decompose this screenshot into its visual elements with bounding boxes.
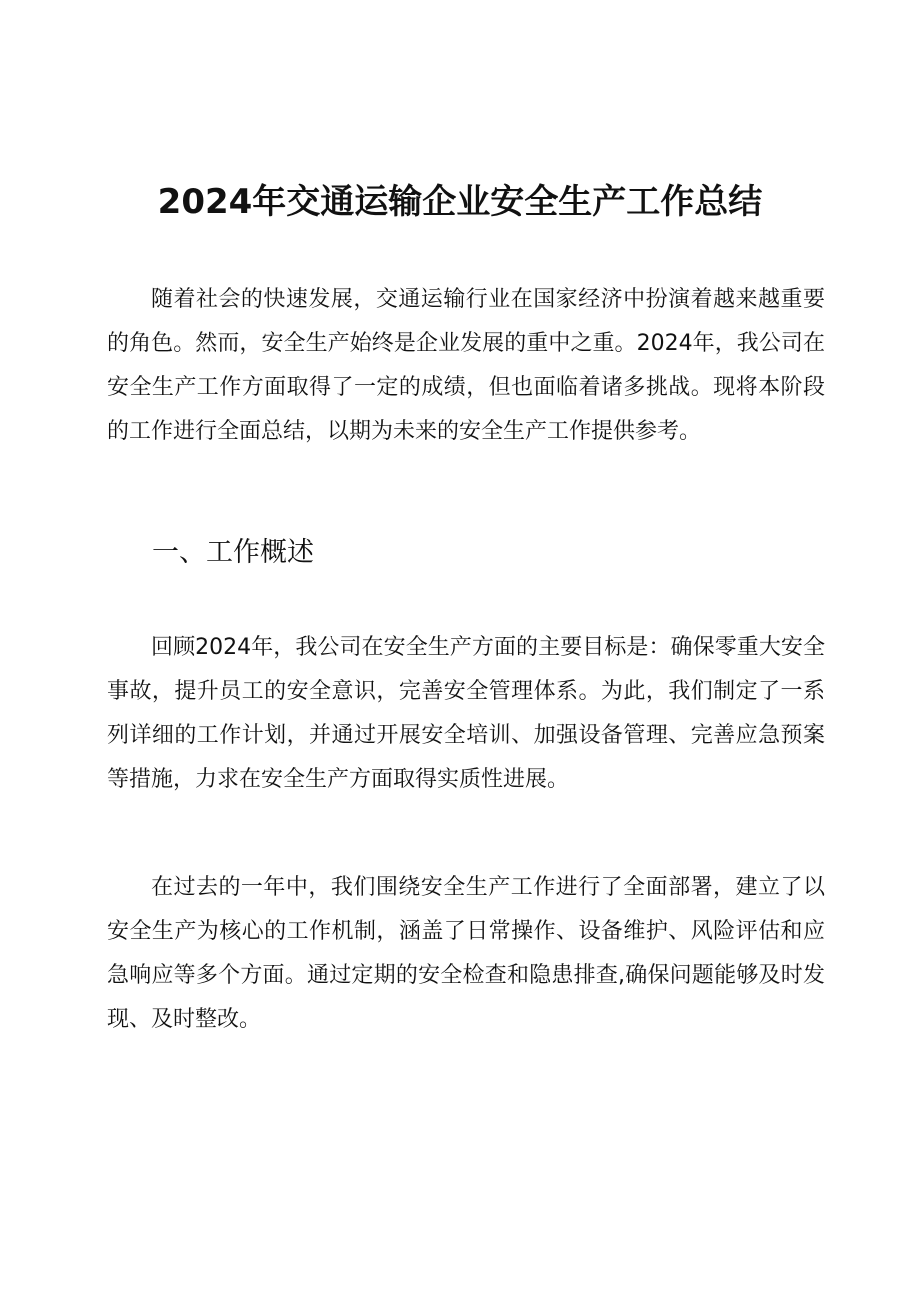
overview-paragraph-2: 在过去的一年中，我们围绕安全生产工作进行了全面部署，建立了以安全生产为核心的工作机制，涵盖了日常操作、设备维护、风险评估和应急响应等多个方面。通过定期的安全检查和隐患排查,确保问题能够及时发现、及时整改。 <box>107 875 825 1032</box>
intro-paragraph: 随着社会的快速发展，交通运输行业在国家经济中扮演着越来越重要的角色。然而，安全生产始终是企业发展的重中之重。2024年，我公司在安全生产工作方面取得了一定的成绩，但也面临着诸多挑战。现将本阶段的工作进行全面总结，以期为未来的安全生产工作提供参考。 <box>107 287 825 444</box>
document-title: 2024年交通运输企业安全生产工作总结 <box>157 182 763 222</box>
overview-paragraph-1: 回顾2024年，我公司在安全生产方面的主要目标是：确保零重大安全事故，提升员工的安全意识，完善安全管理体系。为此，我们制定了一系列详细的工作计划，并通过开展安全培训、加强设备管理、完善应急预案等措施，力求在安全生产方面取得实质性进展。 <box>107 635 825 792</box>
section-heading-overview: 一、工作概述 <box>152 537 314 568</box>
